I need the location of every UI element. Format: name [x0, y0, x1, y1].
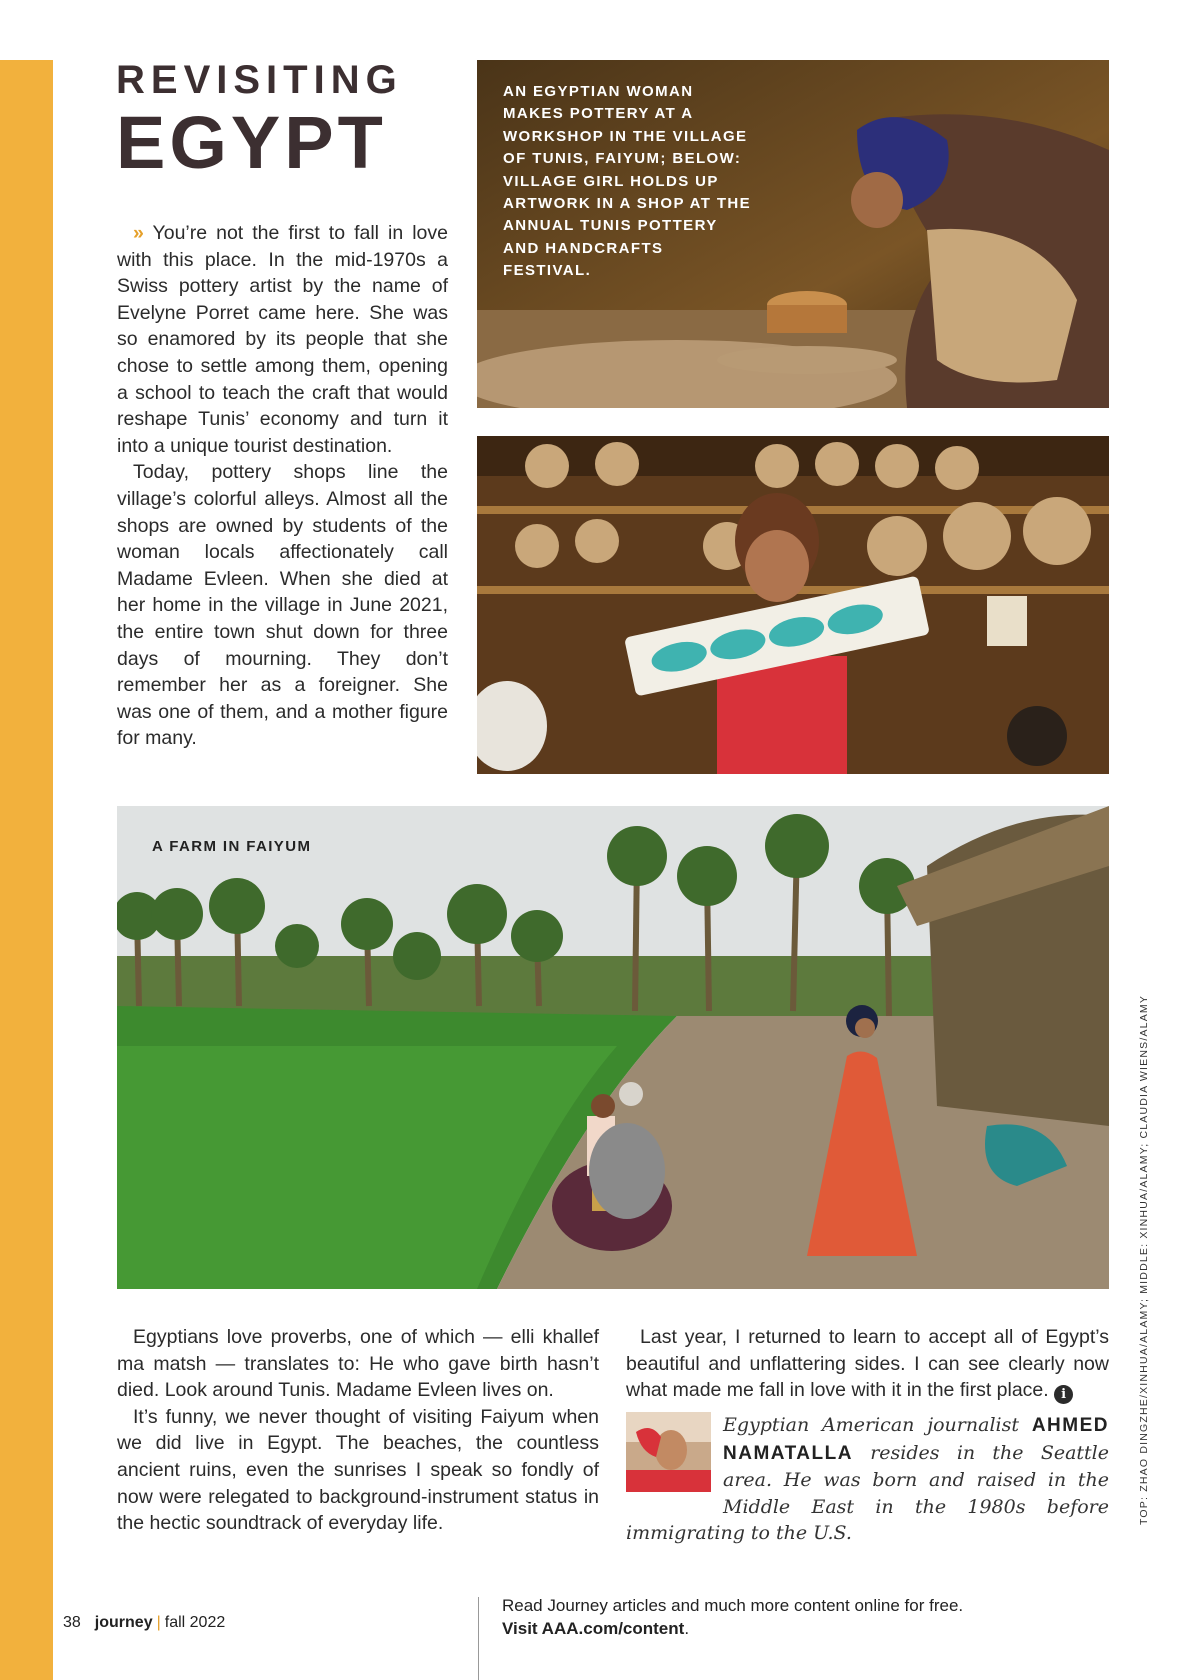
bottom-left-column	[117, 1324, 599, 1537]
author-avatar	[626, 1412, 711, 1492]
title-line-2: EGYPT	[116, 101, 387, 184]
promo-line-2	[502, 1617, 963, 1640]
accent-stripe	[0, 60, 53, 1680]
bottom-left-paragraph-2: It’s funny, we never thought of visiting Faiyum when we did live in Egypt. The beaches, the countless ancient ruins, even the sunrises I speak so fondly of now were relegated to background-instrument status in the hectic soundtrack of everyday life.	[117, 1405, 599, 1535]
promo-period: .	[684, 1619, 690, 1638]
footer-separator: |	[156, 1614, 161, 1631]
intro-paragraph-1	[117, 220, 448, 459]
intro-paragraph-1-text: You’re not the first to fall in love with this place. In the mid-1970s a Swiss pottery artist by the name of Evelyne Porret came here. She was so enamored by its people that she chose to settle among them, opening a school to teach the craft that would reshape Tunis’ economy and turn it into a unique tourist destination.	[117, 222, 448, 457]
quote-mark: »	[133, 222, 144, 244]
issue-label: fall 2022	[164, 1614, 226, 1631]
farm-photo-caption: A FARM IN FAIYUM	[152, 838, 312, 855]
author-name: AHMED NAMATALLA	[723, 1415, 1109, 1464]
village-girl-photo	[477, 436, 1109, 774]
bottom-left-paragraph-1: Egyptians love proverbs, one of which — elli khallef ma matsh — translates to: He who gave birth hasn’t died. Look around Tunis. Madame Evleen lives on.	[117, 1326, 599, 1402]
page-number: 38	[63, 1614, 81, 1631]
title-line-1: REVISITING	[116, 58, 403, 102]
promo-line-1: Read Journey articles and much more content online for free.	[502, 1596, 964, 1615]
footer-divider	[478, 1597, 479, 1680]
intro-paragraph-2: Today, pottery shops line the village’s colorful alleys. Almost all the shops are owned by students of the woman locals affectionately call Madame Evleen. When she died at her home in the village in June 2021, the entire town shut down for three days of mourning. They don’t remember her as a foreigner. She was one of them, and a mother figure for many.	[117, 461, 448, 750]
magazine-name: journey	[94, 1614, 153, 1631]
page-footer	[63, 1614, 225, 1632]
online-promo	[502, 1594, 963, 1640]
intro-column	[117, 220, 448, 752]
article-title	[116, 58, 403, 184]
faiyum-farm-photo	[117, 806, 1109, 1289]
bottom-right-paragraph-1-text: Last year, I returned to learn to accept all of Egypt’s beautiful and unflattering sides. I can see clearly now what made me fall in love with it in the first place.	[626, 1326, 1109, 1402]
photo-credit: TOP: ZHAO DINGZHE/XINHUA/ALAMY; MIDDLE: XINHUA/ALAMY; CLAUDIA WIENS/ALAMY	[1138, 994, 1150, 1525]
bio-suffix: resides in the Seattle area. He was born and raised in the Middle East in the 1980s before immigrating to the U.S.	[626, 1441, 1109, 1545]
end-mark-icon: i	[1054, 1385, 1073, 1404]
bottom-right-column	[626, 1324, 1109, 1404]
top-photo-caption: AN EGYPTIAN WOMAN MAKES POTTERY AT A WORKSHOP IN THE VILLAGE OF TUNIS, FAIYUM; BELOW: VILLAGE GIRL HOLDS UP ARTWORK IN A SHOP AT THE ANNUAL TUNIS POTTERY AND HANDCRAFTS FESTIVAL.	[503, 83, 752, 280]
author-bio	[626, 1412, 1109, 1547]
bio-prefix: Egyptian American journalist	[723, 1414, 1032, 1436]
promo-link[interactable]: Visit AAA.com/content	[502, 1619, 685, 1638]
bottom-right-paragraph-1	[626, 1324, 1109, 1404]
